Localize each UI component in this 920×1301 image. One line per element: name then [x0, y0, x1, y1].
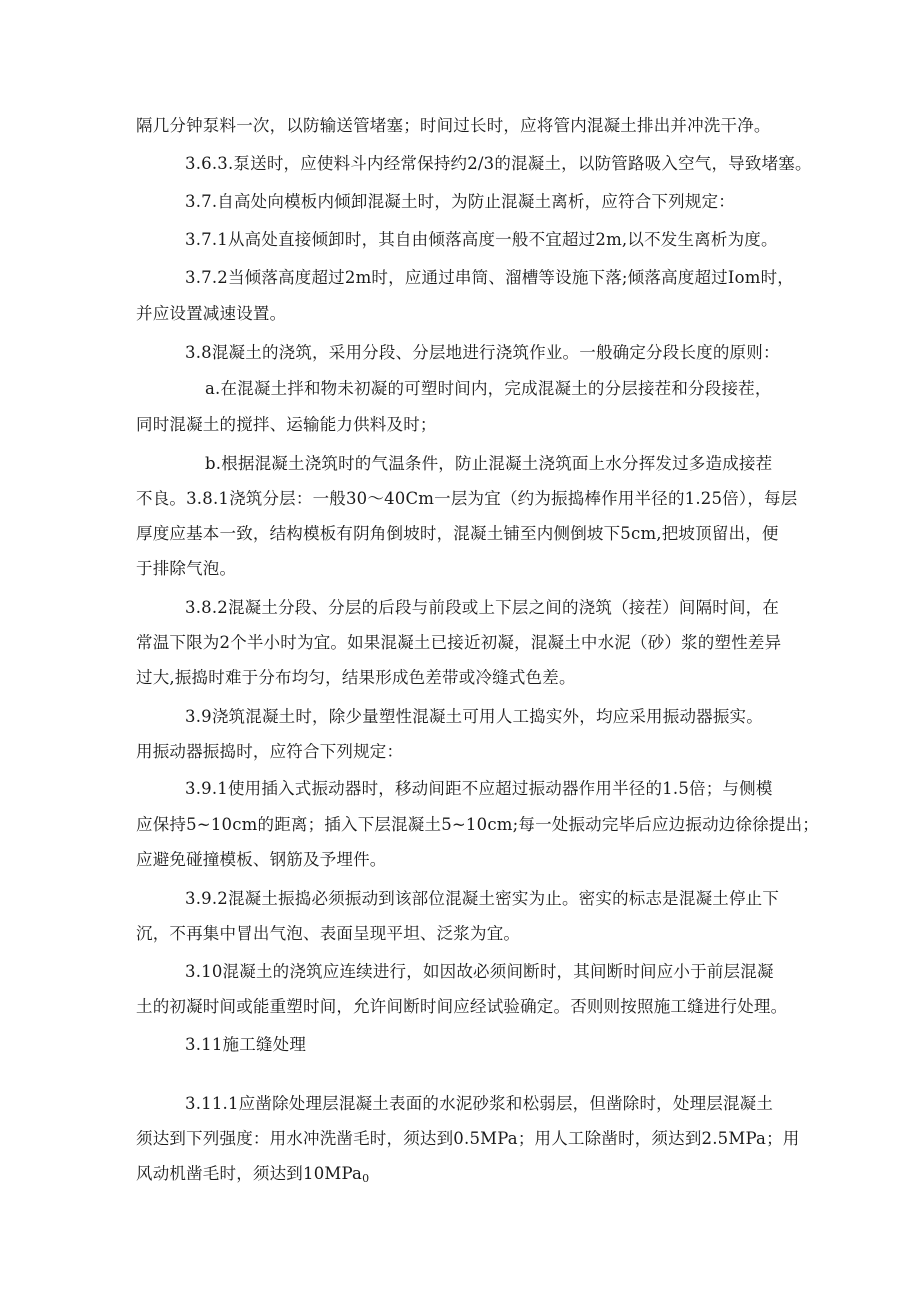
text-line: 常温下限为2个半小时为宜。如果混凝土已接近初凝，混凝土中水泥（砂）浆的塑性差异	[136, 633, 782, 652]
text-line: 应避免碰撞模板、钢筋及予埋件。	[136, 850, 387, 869]
text-line: 应保持5~10cm的距离；插入下层混凝土5~10cm;每一处振动完毕后应边振动边徐徐提出；	[136, 815, 819, 834]
text-line: 不良。3.8.1浇筑分层：一般30～40Cm一层为宜（约为振捣棒作用半径的1.25倍），每层	[136, 489, 798, 508]
text-line: 3.9浇筑混凝土时，除少量塑性混凝土可用人工捣实外，均应采用振动器振实。	[185, 707, 763, 726]
text-line: a.在混凝土拌和物未初凝的可塑时间内，完成混凝土的分层接茬和分段接茬，	[205, 379, 772, 398]
subscript-zero: 0	[362, 1172, 370, 1185]
section-heading: 3.11施工缝处理	[185, 1035, 307, 1054]
text-line: 3.7.1从高处直接倾卸时，其自由倾落高度一般不宜超过2m,以不发生离析为度。	[185, 230, 778, 249]
text-line: 3.8.2混凝土分段、分层的后段与前段或上下层之间的浇筑（接茬）间隔时间，在	[185, 598, 780, 617]
text-line: 过大,振捣时难于分布均匀，结果形成色差带或冷缝式色差。	[136, 668, 576, 687]
text-line: 3.6.3.泵送时，应使料斗内经常保持约2/3的混凝土，以防管路吸入空气，导致堵塞。	[185, 154, 812, 173]
text-line: 须达到下列强度：用水冲洗凿毛时，须达到0.5MPa；用人工除凿时，须达到2.5MPa；用	[136, 1129, 800, 1148]
text-line-last	[136, 1163, 369, 1190]
text-line: 同时混凝土的搅拌、运输能力供料及时；	[136, 415, 437, 434]
text-line: 3.9.2混凝土振捣必须振动到该部位混凝土密实为止。密实的标志是混凝土停止下	[185, 889, 780, 908]
text-line: 沉，不再集中冒出气泡、表面呈现平坦、泛浆为宜。	[136, 924, 521, 943]
text-line: 3.11.1应凿除处理层混凝土表面的水泥砂浆和松弱层，但凿除时，处理层混凝土	[185, 1094, 774, 1113]
text-line: 厚度应基本一致，结构模板有阴角倒坡时，混凝土铺至内侧倒坡下5cm,把坡顶留出，便	[136, 524, 779, 543]
text-line: 3.7.2当倾落高度超过2m时，应通过串筒、溜槽等设施下落;倾落高度超过Iom时，	[185, 268, 794, 287]
text-line: 3.8混凝土的浇筑，采用分段、分层地进行浇筑作业。一般确定分段长度的原则：	[185, 343, 780, 362]
text-line: 土的初凝时间或能重塑时间，允许间断时间应经试验确定。否则则按照施工缝进行处理。	[136, 997, 788, 1016]
text-line: 于排除气泡。	[136, 559, 237, 578]
text-line: 隔几分钟泵料一次，以防输送管堵塞；时间过长时，应将管内混凝土排出并冲洗干净。	[136, 116, 771, 135]
text-line: 用振动器振捣时，应符合下列规定：	[136, 742, 404, 761]
last-line-text: 风动机凿毛时，须达到10MPa	[136, 1164, 363, 1183]
text-line: b.根据混凝土浇筑时的气温条件，防止混凝土浇筑面上水分挥发过多造成接茬	[205, 454, 773, 473]
text-line: 并应设置减速设置。	[136, 304, 287, 323]
text-line: 3.9.1使用插入式振动器时，移动间距不应超过振动器作用半径的1.5倍；与侧模	[185, 779, 773, 798]
text-line: 3.10混凝土的浇筑应连续进行，如因故必须间断时，其间断时间应小于前层混凝	[185, 962, 774, 981]
text-line: 3.7.自高处向模板内倾卸混凝土时，为防止混凝土离析，应符合下列规定：	[185, 192, 735, 211]
